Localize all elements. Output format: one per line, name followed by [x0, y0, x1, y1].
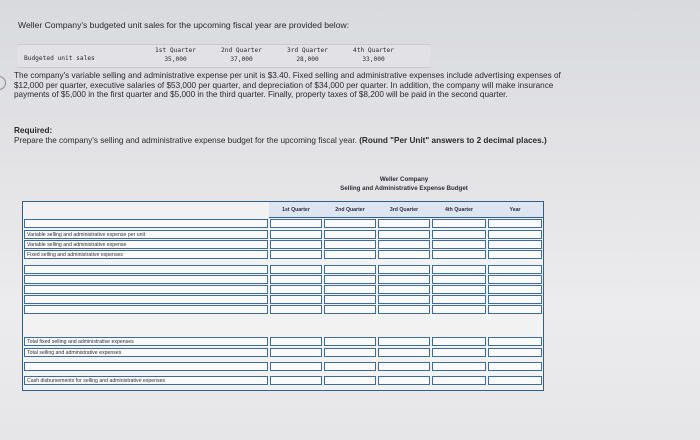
budget-cell-input[interactable]	[270, 265, 322, 274]
budget-row	[23, 265, 543, 274]
budget-cell-input[interactable]	[324, 240, 376, 249]
row-label-input[interactable]	[24, 265, 268, 274]
problem-paragraph: The company's variable selling and administrative expense per unit is $3.40. Fixed selling and administrative expenses include advertising expenses of $12,000 per quarter, executive salaries of $53,000 per quarter, and depreciation of $34,000 per quarter. In addition, the company will make insurance payments of $5,000 in the first quarter and $5,000 in the third quarter. Finally, property taxes of $8,200 will be paid in the second quarter.	[14, 71, 561, 100]
row-label-input[interactable]	[24, 230, 268, 239]
budget-cell-input[interactable]	[378, 285, 430, 294]
row-label-text: Cash disbursements for selling and administrative expenses	[27, 378, 166, 384]
budget-cell-input[interactable]	[378, 337, 430, 346]
quarter-1-sales: 35,000	[164, 56, 187, 63]
budget-row	[23, 305, 543, 314]
budget-cell-input[interactable]	[488, 295, 542, 304]
budget-cell-input[interactable]	[270, 305, 322, 314]
budget-cell-input[interactable]	[488, 275, 542, 284]
budget-cell-input[interactable]	[488, 337, 542, 346]
budget-cell-input[interactable]	[270, 348, 322, 357]
budget-cell-input[interactable]	[432, 348, 486, 357]
budget-cell-input[interactable]	[488, 230, 542, 239]
quarter-2-header: 2nd Quarter 37,000	[214, 46, 269, 64]
budget-cell-input[interactable]	[270, 295, 322, 304]
budget-header	[270, 176, 538, 193]
row-label-input[interactable]	[24, 362, 268, 371]
budget-row	[23, 376, 543, 385]
budget-cell-input[interactable]	[432, 240, 486, 249]
row-label-input[interactable]	[24, 219, 268, 228]
budget-cell-input[interactable]	[378, 219, 430, 228]
budget-cell-input[interactable]	[488, 240, 542, 249]
budget-cell-input[interactable]	[324, 348, 376, 357]
row-label-text: Total fixed selling and administrative expenses	[27, 339, 134, 345]
row-label-input[interactable]	[24, 337, 268, 346]
budget-cell-input[interactable]	[378, 240, 430, 249]
budget-cell-input[interactable]	[270, 240, 322, 249]
budget-cell-input[interactable]	[324, 285, 376, 294]
row-label-text: Variable selling and administrative expense	[27, 242, 127, 248]
row-label-input[interactable]	[24, 285, 268, 294]
intro-text: Weller Company's budgeted unit sales for the upcoming fiscal year are provided below:	[18, 20, 350, 30]
row-label-text: Fixed selling and administrative expenses	[27, 252, 124, 258]
row-label-input[interactable]	[24, 305, 268, 314]
margin-marker	[0, 76, 6, 90]
budget-cell-input[interactable]	[324, 275, 376, 284]
budget-cell-input[interactable]	[378, 376, 430, 385]
budget-cell-input[interactable]	[488, 250, 542, 259]
budget-cell-input[interactable]	[378, 305, 430, 314]
budget-cell-input[interactable]	[324, 362, 376, 371]
budget-company: Weller Company	[379, 176, 429, 183]
budget-row	[23, 275, 543, 284]
budget-cell-input[interactable]	[432, 362, 486, 371]
budget-cell-input[interactable]	[270, 285, 322, 294]
budget-cell-input[interactable]	[488, 348, 542, 357]
budget-row	[23, 362, 543, 371]
budget-row	[23, 250, 543, 259]
budget-cell-input[interactable]	[378, 348, 430, 357]
budget-row	[23, 295, 543, 304]
column-header-2: 2nd Quarter	[335, 207, 365, 213]
budget-cell-input[interactable]	[488, 376, 542, 385]
budget-cell-input[interactable]	[432, 250, 486, 259]
budget-cell-input[interactable]	[270, 275, 322, 284]
budget-cell-input[interactable]	[432, 285, 486, 294]
column-header-5: Year	[509, 207, 521, 213]
quarter-4-header: 4th Quarter 33,000	[346, 46, 401, 64]
budget-cell-input[interactable]	[378, 275, 430, 284]
rounding-note: (Round "Per Unit" answers to 2 decimal places.)	[359, 135, 547, 145]
required-heading: Required:	[14, 126, 53, 135]
budget-cell-input[interactable]	[324, 250, 376, 259]
budget-cell-input[interactable]	[270, 250, 322, 259]
budget-cell-input[interactable]	[432, 295, 486, 304]
required-text: Prepare the company's selling and administrative expense budget for the upcoming fiscal year.	[14, 135, 357, 145]
budget-cell-input[interactable]	[488, 362, 542, 371]
budget-cell-input[interactable]	[378, 265, 430, 274]
budget-cell-input[interactable]	[378, 250, 430, 259]
budget-cell-input[interactable]	[324, 295, 376, 304]
budget-cell-input[interactable]	[378, 362, 430, 371]
row-label-input[interactable]	[24, 275, 268, 284]
budget-title: Selling and Administrative Expense Budget	[340, 184, 468, 192]
quarter-4-sales: 33,000	[362, 56, 385, 63]
budget-row	[23, 219, 543, 228]
budget-cell-input[interactable]	[324, 337, 376, 346]
row-label-text: Variable selling and administrative expense per unit	[27, 232, 146, 238]
row-label-input[interactable]	[24, 250, 268, 259]
budget-cell-input[interactable]	[488, 265, 542, 274]
budget-cell-input[interactable]	[378, 230, 430, 239]
budget-cell-input[interactable]	[324, 219, 376, 228]
budget-cell-input[interactable]	[432, 265, 486, 274]
budget-cell-input[interactable]	[270, 376, 322, 385]
budget-cell-input[interactable]	[324, 265, 376, 274]
row-label-input[interactable]	[24, 348, 268, 357]
budget-cell-input[interactable]	[488, 305, 542, 314]
unit-sales-label: Budgeted unit sales	[24, 55, 95, 62]
budget-cell-input[interactable]	[270, 362, 322, 371]
row-label-input[interactable]	[24, 376, 268, 385]
budget-row	[23, 240, 543, 249]
budget-row	[23, 230, 543, 239]
budget-cell-input[interactable]	[432, 337, 486, 346]
budget-cell-input[interactable]	[432, 230, 486, 239]
column-header-3: 3rd Quarter	[389, 207, 419, 213]
budget-cell-input[interactable]	[432, 376, 486, 385]
budget-cell-input[interactable]	[324, 376, 376, 385]
budget-cell-input[interactable]	[270, 337, 322, 346]
budget-cell-input[interactable]	[324, 230, 376, 239]
budget-row	[23, 337, 543, 346]
quarter-3-sales: 28,000	[296, 56, 319, 63]
budget-cell-input[interactable]	[488, 219, 542, 228]
budget-grid	[22, 201, 544, 391]
budget-cell-input[interactable]	[378, 295, 430, 304]
column-header-4: 4th Quarter	[445, 207, 473, 213]
required-section	[14, 126, 574, 145]
budget-cell-input[interactable]	[324, 305, 376, 314]
row-label-input[interactable]	[24, 295, 268, 304]
quarter-2-sales: 37,000	[230, 56, 253, 63]
budget-cell-input[interactable]	[270, 219, 322, 228]
budget-cell-input[interactable]	[432, 275, 486, 284]
budget-cell-input[interactable]	[270, 230, 322, 239]
row-label-text: Total selling and administrative expenses	[27, 350, 122, 356]
budget-cell-input[interactable]	[432, 219, 486, 228]
budget-row	[23, 285, 543, 294]
quarter-1-header: 1st Quarter 35,000	[148, 46, 203, 64]
row-label-input[interactable]	[24, 240, 268, 249]
column-header-1: 1st Quarter	[282, 207, 310, 213]
quarter-3-header: 3rd Quarter 28,000	[280, 46, 335, 64]
budget-row	[23, 348, 543, 357]
budget-cell-input[interactable]	[488, 285, 542, 294]
budget-cell-input[interactable]	[432, 305, 486, 314]
unit-sales-table	[18, 44, 430, 68]
